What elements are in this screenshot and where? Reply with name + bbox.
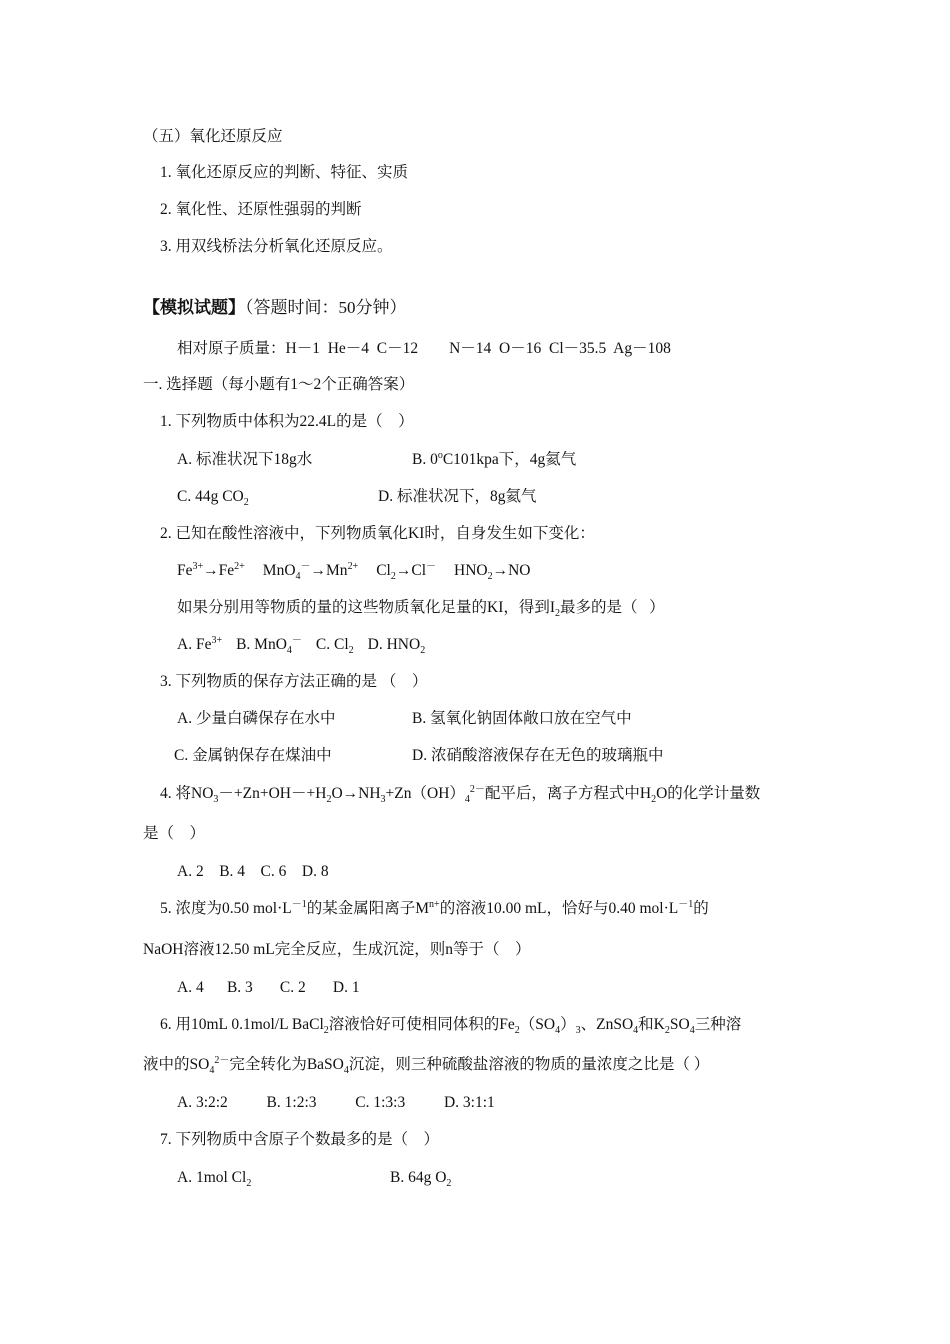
question-5: 5. 浓度为0.50 $mol\cdot L^{-1}$的某金属阳离子$M^{n+}$的溶液10.00 mL，恰好与0.40 $mol\cdot L^{-1}$的 xyxy=(160,898,709,917)
question-6-cont: 液中的$SO_4^{2-}$完全转化为BaSO$_4$沉淀，则三种硫酸盐溶液的物质的量浓度之比是（ ） xyxy=(143,1054,710,1077)
q1-option-a: A. 标准状况下18g水 xyxy=(177,451,313,468)
section-item-2: 2. 氧化性、还原性强弱的判断 xyxy=(160,201,362,218)
question-6: 6. 用10mL 0.1mol/L BaCl$_2$溶液恰好可使相同体积的$Fe_2(SO_4)_3$、ZnSO$_4$和$K_2SO_4$三种溶 xyxy=(160,1016,742,1037)
question-4: 4. 将$NO_3-+Zn+OH-+H_2O\to NH_3+Zn(OH)_4^{2-}$配平后，离子方程式中$H_2O$的化学计量数 xyxy=(160,783,761,806)
q3-option-a: A. 少量白磷保存在水中 xyxy=(177,710,336,727)
question-7: 7. 下列物质中含原子个数最多的是（ ） xyxy=(160,1131,440,1148)
question-3: 3. 下列物质的保存方法正确的是 （ ） xyxy=(160,673,428,690)
q5-options: A. 4 B. 3 C. 2 D. 1 xyxy=(177,979,360,996)
q2-reactions: $Fe^{3+}\to Fe^{2+}$ $MnO_4^-\to Mn^{2+}$ $Cl_2\to Cl^-$ $HNO_2\to NO$ xyxy=(177,560,531,583)
question-5-cont: NaOH溶液12.50 mL完全反应，生成沉淀，则n等于（ ） xyxy=(143,941,531,958)
part-heading: 一. 选择题（每小题有1～2个正确答案） xyxy=(143,376,415,393)
q2-ask: 如果分别用等物质的量的这些物质氧化足量的KI，得到$I_2$最多的是（ ） xyxy=(177,599,665,620)
q1-option-c: C. 44g $CO_2$ xyxy=(177,488,249,509)
question-2: 2. 已知在酸性溶液中，下列物质氧化KI时，自身发生如下变化： xyxy=(160,525,595,542)
atomic-mass: 相对原子质量：H－1 He－4 C－12 N－14 O－16 Cl－35.5 Ag－108 xyxy=(177,340,671,357)
section-heading: （五）氧化还原反应 xyxy=(143,128,283,145)
q1-option-b: B. 0$^o$C101kpa下，4g氦气 xyxy=(412,449,577,468)
q1-option-d: D. 标准状况下，8g氦气 xyxy=(378,488,537,505)
q4-options: A. 2 B. 4 C. 6 D. 8 xyxy=(177,863,329,880)
section-item-1: 1. 氧化还原反应的判断、特征、实质 xyxy=(160,164,409,181)
q7-option-b: B. 64g $O_2$ xyxy=(390,1169,452,1190)
q6-options: A. 3:2:2 B. 1:2:3 C. 1:3:3 D. 3:1:1 xyxy=(177,1094,495,1111)
q3-option-c: C. 金属钠保存在煤油中 xyxy=(174,747,332,764)
q2-options: A. $Fe^{3+}$ B. MnO$_4$－ C. $Cl_2$ D. $HNO_2$ xyxy=(177,634,426,657)
section-item-3: 3. 用双线桥法分析氧化还原反应。 xyxy=(160,238,393,255)
quiz-time: （答题时间：50分钟） xyxy=(245,298,407,317)
q3-option-d: D. 浓硝酸溶液保存在无色的玻璃瓶中 xyxy=(412,747,664,764)
question-1: 1. 下列物质中体积为22.4L的是（ ） xyxy=(160,413,414,430)
q7-option-a: A. 1mol $Cl_2$ xyxy=(177,1169,252,1190)
q3-option-b: B. 氢氧化钠固体敞口放在空气中 xyxy=(412,710,632,727)
quiz-title-line xyxy=(143,298,407,318)
question-4-cont: 是（ ） xyxy=(143,825,206,842)
quiz-title: 【模拟试题】 xyxy=(143,298,245,317)
